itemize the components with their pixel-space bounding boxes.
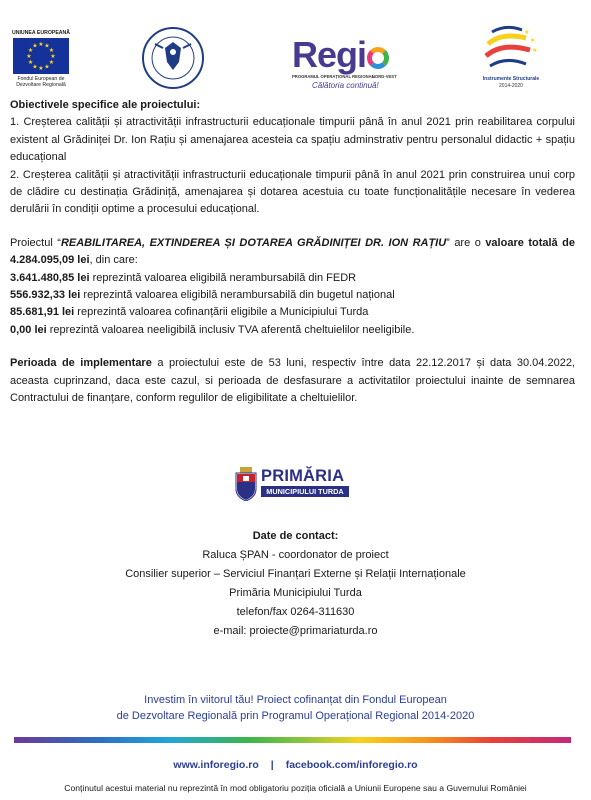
svg-text:★: ★ — [32, 42, 38, 50]
contact-name: Raluca ȘPAN - coordonator de proiect — [202, 549, 389, 561]
budget-line — [10, 270, 575, 287]
period-label: Perioada de implementare — [10, 357, 152, 370]
regio-slogan: Călătoria continuă! — [312, 81, 379, 90]
budget-amount: 556.932,33 lei — [10, 289, 81, 302]
svg-text:★: ★ — [50, 53, 56, 60]
svg-text:★: ★ — [44, 63, 50, 71]
svg-text:★: ★ — [44, 42, 50, 50]
svg-text:★: ★ — [48, 46, 55, 54]
project-summary — [10, 235, 575, 270]
budget-amount: 3.641.480,85 lei — [10, 271, 90, 284]
objective-item-2: 2. Creșterea calității și atractivității infrastructurii educaționale timpurii până în anul 2021 prin construirea unui corp de clădire cu destinația Grădiniță, amenajarea și dotarea acestuia cu toate funcționalitățile necesare în vederea derulării în condiții optime a procesului educațional. — [10, 168, 575, 216]
contact-email: e-mail: proiecte@primariaturda.ro — [213, 625, 378, 637]
budget-amount: 85.681,91 lei — [10, 306, 75, 319]
budget-text: reprezintă valoarea neeligibilă inclusiv TVA aferentă cheltuielilor neeligibile. — [46, 323, 415, 336]
budget-text: reprezintă valoarea cofinanțării eligibile a Municipiului Turda — [74, 306, 369, 319]
budget-amount: 0,00 lei — [10, 323, 47, 336]
footer-links — [0, 759, 591, 771]
budget-line — [10, 287, 575, 304]
eu-logo — [10, 30, 72, 88]
regio-logo — [290, 34, 415, 92]
invest-line-2: de Dezvoltare Regională prin Programul Operațional Regional 2014-2020 — [116, 710, 475, 722]
svg-text:★: ★ — [524, 29, 530, 36]
svg-text:★: ★ — [38, 41, 44, 48]
link-separator: | — [270, 759, 274, 771]
eu-flag-icon — [13, 38, 69, 74]
svg-text:★: ★ — [27, 59, 34, 66]
budget-text: reprezintă valoarea eligibilă nerambursabilă din FEDR — [89, 271, 357, 284]
regio-program: PROGRAMUL OPERAȚIONAL REGIONAL — [292, 74, 375, 79]
svg-text:★: ★ — [32, 63, 38, 71]
regio-wordmark — [292, 34, 389, 76]
budget-line — [10, 304, 575, 321]
eu-logo-caption: Fondul European de Dezvoltare Regională — [16, 76, 66, 88]
svg-text:★: ★ — [48, 59, 55, 66]
eu-logo-title: UNIUNEA EUROPEANĂ — [11, 30, 71, 36]
contact-role: Consilier superior – Serviciul Finanțari Externe și Relații Internaționale — [125, 568, 466, 580]
invest-line-1: Investim în viitorul tău! Proiect cofinanțat din Fondul European — [144, 694, 447, 706]
regio-o-icon — [367, 47, 389, 69]
svg-text:★: ★ — [38, 65, 44, 72]
logo-strip — [0, 24, 591, 94]
rainbow-divider — [14, 737, 571, 743]
objective-item-1: 1. Creșterea calității și atractivității infrastructurii educaționale timpurii până în anul 2021 prin reabilitarea corpului existent al Grădiniței Dr. Ion Rațiu și amenajarea acesteia ca spațiu adminstrativ pentru personalul didactic + spațiu educațional — [10, 116, 575, 164]
document-body — [10, 97, 575, 408]
primaria-title: PRIMĂRIA — [261, 467, 345, 485]
svg-text:★: ★ — [26, 53, 32, 60]
regio-word: Regi — [292, 34, 367, 75]
primaria-logo — [234, 467, 364, 505]
government-seal-icon — [141, 26, 205, 90]
period-text: a proiectului este de 53 luni, respectiv între data 22.12.2017 și data 30.04.2022, aceasta cuprinzand, daca este cazul, si perioada de desfasurare a activitatilor proiectului inainte de semnarea Contractului de finanțare, conform regulilor de eligibilitate a cheltuielilor. — [10, 357, 575, 405]
svg-text:★: ★ — [532, 47, 538, 54]
structural-instruments-caption: Instrumente Structurale — [482, 76, 540, 82]
contact-phone: telefon/fax 0264-311630 — [236, 606, 355, 618]
project-total-value: valoare totală de 4.284.095,09 lei — [10, 236, 575, 267]
regio-region: NORD-VEST — [372, 74, 397, 79]
budget-line — [10, 322, 575, 339]
structural-instruments-years: 2014-2020 — [499, 83, 523, 89]
primaria-subtitle: MUNICIPIULUI TURDA — [261, 486, 349, 497]
structural-instruments-icon — [466, 24, 556, 74]
structural-instruments-logo — [466, 24, 556, 94]
budget-text: reprezintă valoarea eligibilă nerambursabilă din bugetul național — [80, 289, 395, 302]
contact-heading: Date de contact: — [252, 530, 339, 542]
turda-coat-of-arms-icon — [234, 467, 258, 501]
contact-organization: Primăria Municipiului Turda — [229, 587, 362, 599]
project-suffix: , din care: — [89, 254, 138, 267]
invest-statement — [0, 692, 591, 724]
project-prefix: Proiectul “ — [10, 236, 61, 249]
inforegio-link[interactable]: www.inforegio.ro — [173, 759, 259, 771]
svg-text:★: ★ — [27, 46, 34, 54]
svg-text:★: ★ — [530, 37, 536, 44]
disclaimer: Conținutul acestui material nu reprezintă în mod obligatoriu poziția oficială a Uniunii Europene sau a Guvernului României — [64, 783, 527, 793]
project-mid: ” are o — [446, 236, 486, 249]
facebook-link[interactable]: facebook.com/inforegio.ro — [285, 759, 418, 771]
objectives-heading: Obiectivele specifice ale proiectului: — [10, 99, 201, 111]
implementation-period — [10, 355, 575, 407]
project-name: REABILITAREA, EXTINDEREA ȘI DOTAREA GRĂDINIȚEI DR. ION RAȚIU — [60, 236, 447, 249]
contact-section — [0, 527, 591, 641]
